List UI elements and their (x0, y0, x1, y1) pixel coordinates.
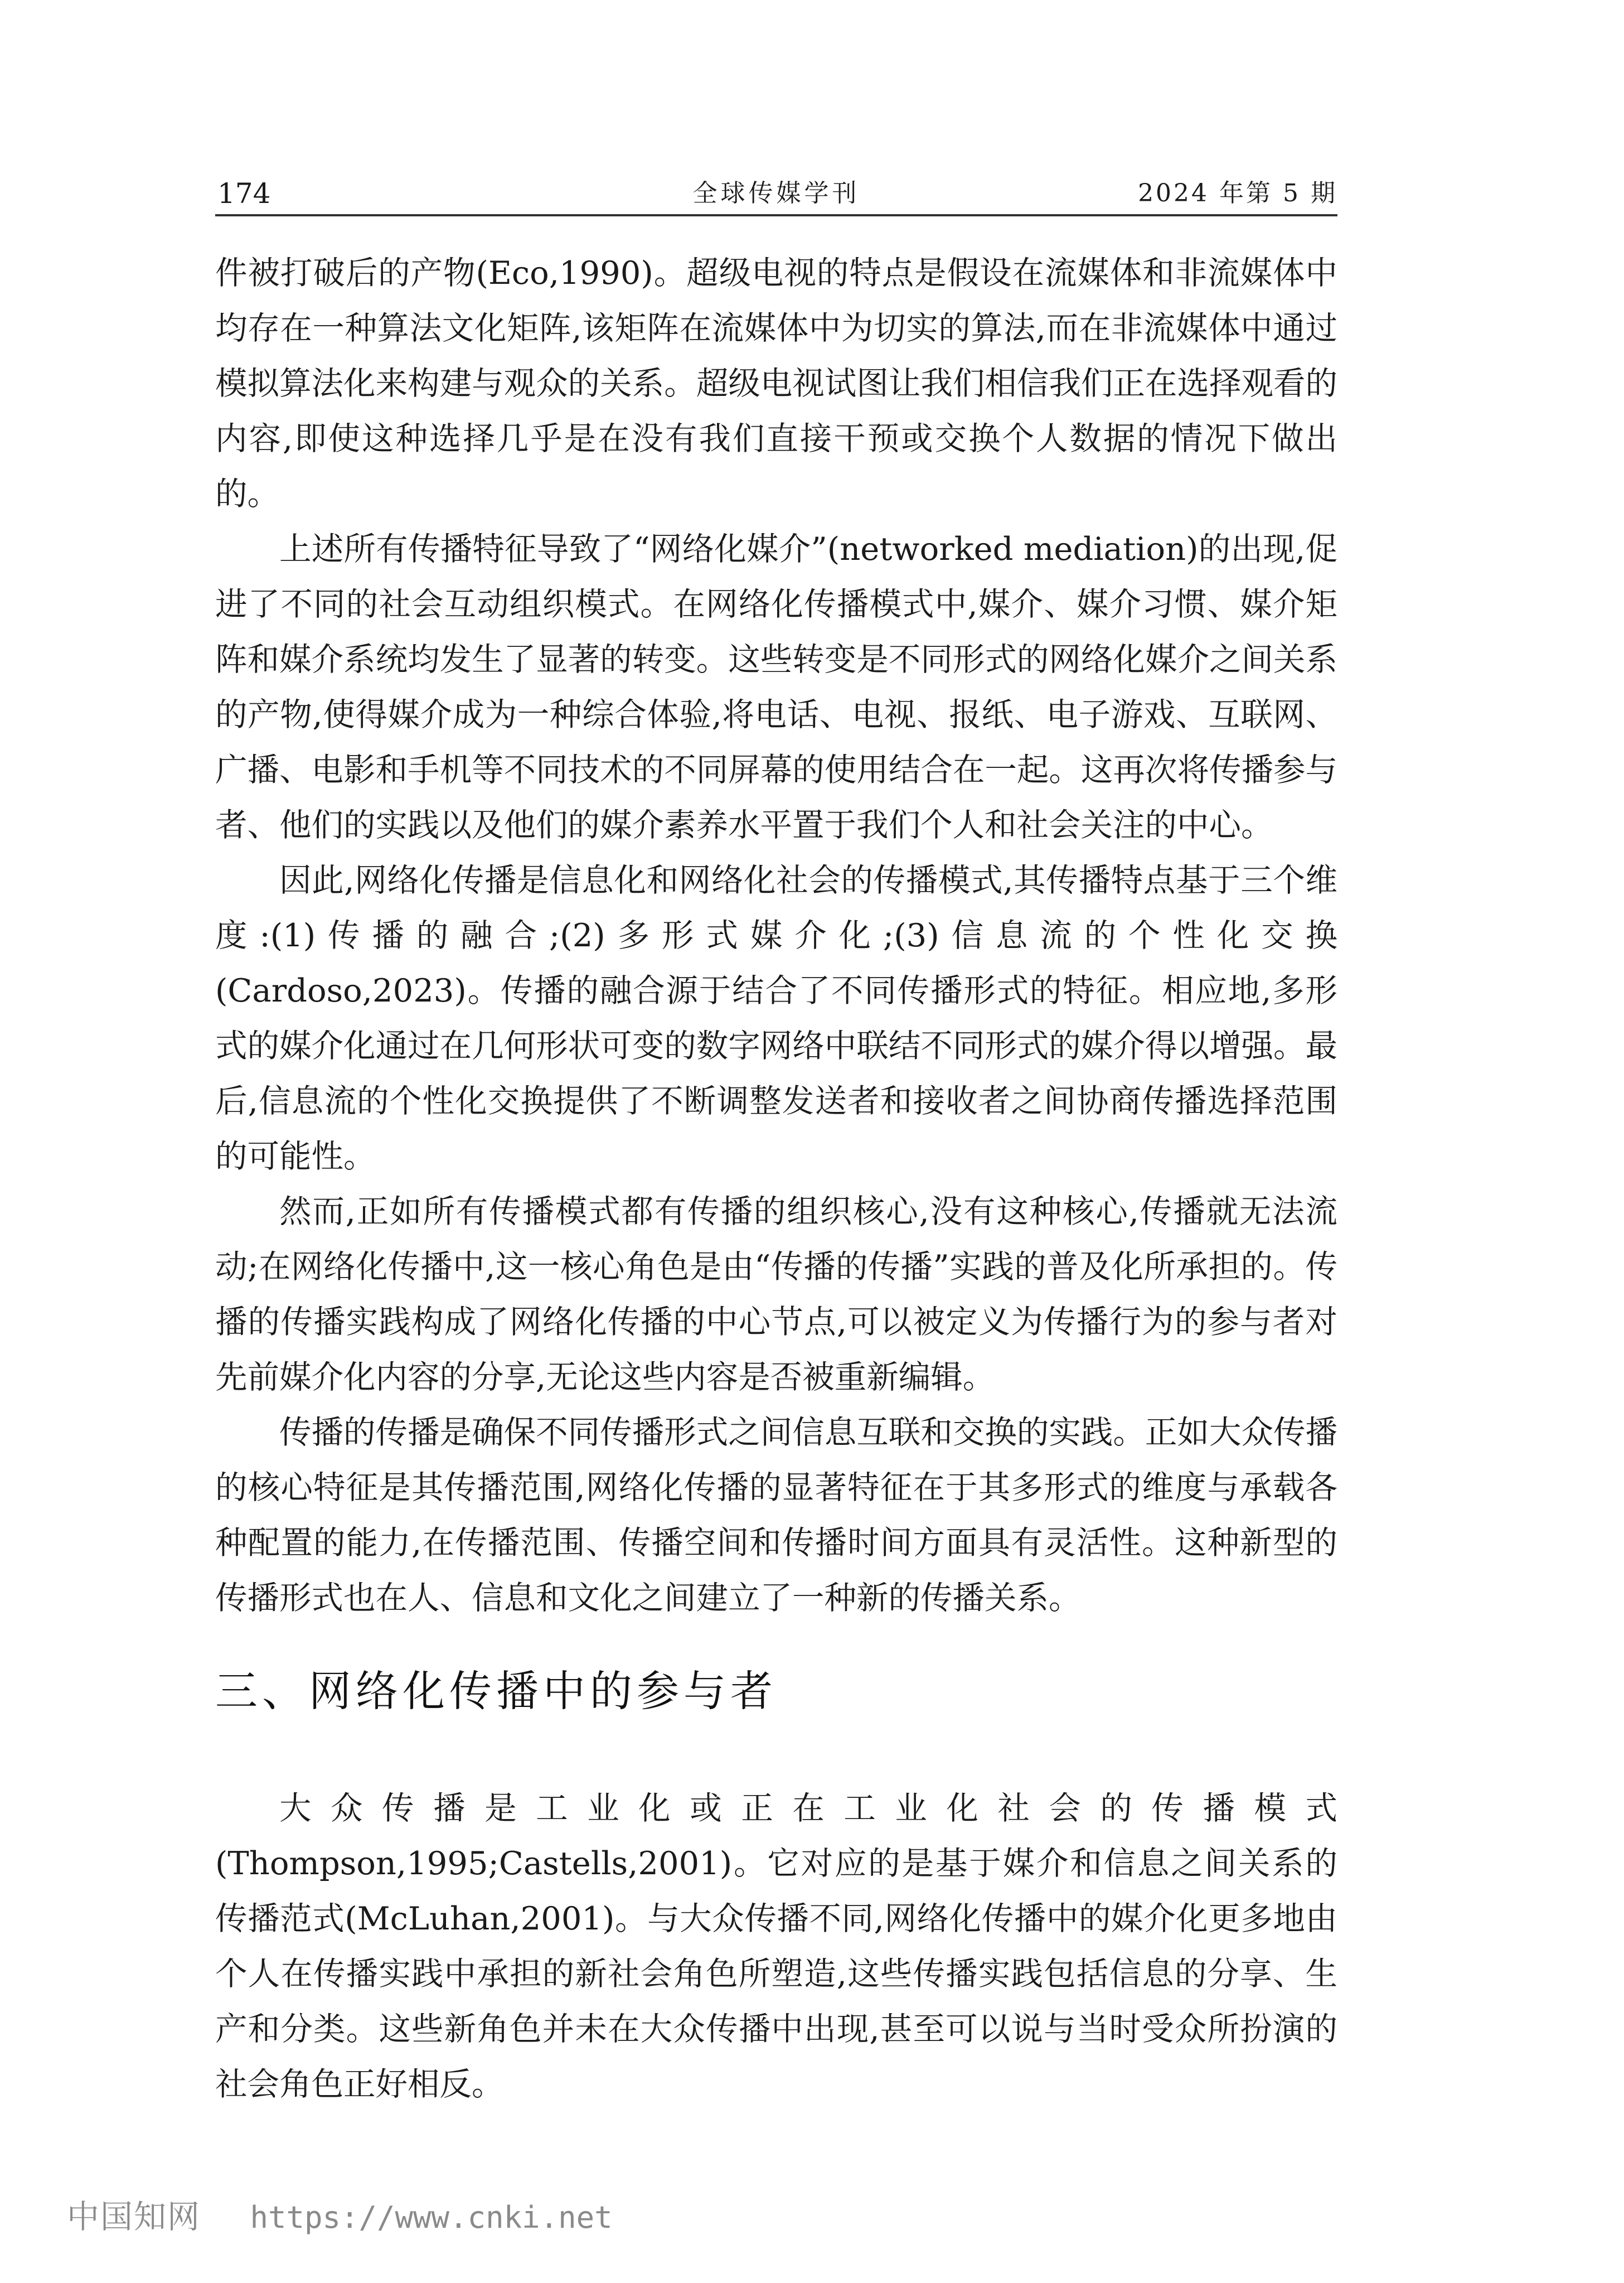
paragraph: 上述所有传播特征导致了“网络化媒介”(networked mediation)的出现,促进了不同的社会互动组织模式。在网络化传播模式中,媒介、媒介习惯、媒介矩阵和媒介系统均发生了显著的转变。这些转变是不同形式的网络化媒介之间关系的产物,使得媒介成为一种综合体验,将电话、电视、报纸、电子游戏、互联网、广播、电影和手机等不同技术的不同屏幕的使用结合在一起。这再次将传播参与者、他们的实践以及他们的媒介素养水平置于我们个人和社会关注的中心。 (215, 530, 1337, 844)
paragraph: 然而,正如所有传播模式都有传播的组织核心,没有这种核心,传播就无法流动;在网络化传播中,这一核心角色是由“传播的传播”实践的普及化所承担的。传播的传播实践构成了网络化传播的中心节点,可以被定义为传播行为的参与者对先前媒介化内容的分享,无论这些内容是否被重新编辑。 (215, 1193, 1337, 1396)
running-header (215, 174, 1337, 213)
section-heading: 三、网络化传播中的参与者 (215, 1666, 777, 1716)
paragraph: 传播的传播是确保不同传播形式之间信息互联和交换的实践。正如大众传播的核心特征是其传播范围,网络化传播的显著特征在于其多形式的维度与承载各种配置的能力,在传播范围、传播空间和传播时间方面具有灵活性。这种新型的传播形式也在人、信息和文化之间建立了一种新的传播关系。 (215, 1414, 1337, 1617)
journal-title: 全球传媒学刊 (692, 179, 860, 207)
article-body (215, 245, 1337, 2112)
cnki-url[interactable]: https://www.cnki.net (250, 2200, 613, 2235)
paragraph-continued: 件被打破后的产物(Eco,1990)。超级电视的特点是假设在流媒体和非流媒体中均存在一种算法文化矩阵,该矩阵在流媒体中为切实的算法,而在非流媒体中通过模拟算法化来构建与观众的关系。超级电视试图让我们相信我们正在选择观看的内容,即使这种选择几乎是在没有我们直接干预或交换个人数据的情况下做出的。 (215, 254, 1337, 512)
watermark-footer (67, 2194, 736, 2239)
cnki-brand: 中国知网 (67, 2198, 201, 2236)
issue-label: 2024 年第 5 期 (1138, 179, 1337, 207)
paragraph: 大众传播是工业化或正在工业化社会的传播模式(Thompson,1995;Castells,2001)。它对应的是基于媒介和信息之间关系的传播范式(McLuhan,2001)。与大众传播不同,网络化传播中的媒介化更多地由个人在传播实践中承担的新社会角色所塑造,这些传播实践包括信息的分享、生产和分类。这些新角色并未在大众传播中出现,甚至可以说与当时受众所扮演的社会角色正好相反。 (215, 1789, 1337, 2103)
header-divider (215, 214, 1337, 216)
paragraph: 因此,网络化传播是信息化和网络化社会的传播模式,其传播特点基于三个维度:(1)传播的融合;(2)多形式媒介化;(3)信息流的个性化交换(Cardoso,2023)。传播的融合源于结合了不同传播形式的特征。相应地,多形式的媒介化通过在几何形状可变的数字网络中联结不同形式的媒介得以增强。最后,信息流的个性化交换提供了不断调整发送者和接收者之间协商传播选择范围的可能性。 (215, 862, 1337, 1175)
page-number: 174 (217, 177, 271, 210)
